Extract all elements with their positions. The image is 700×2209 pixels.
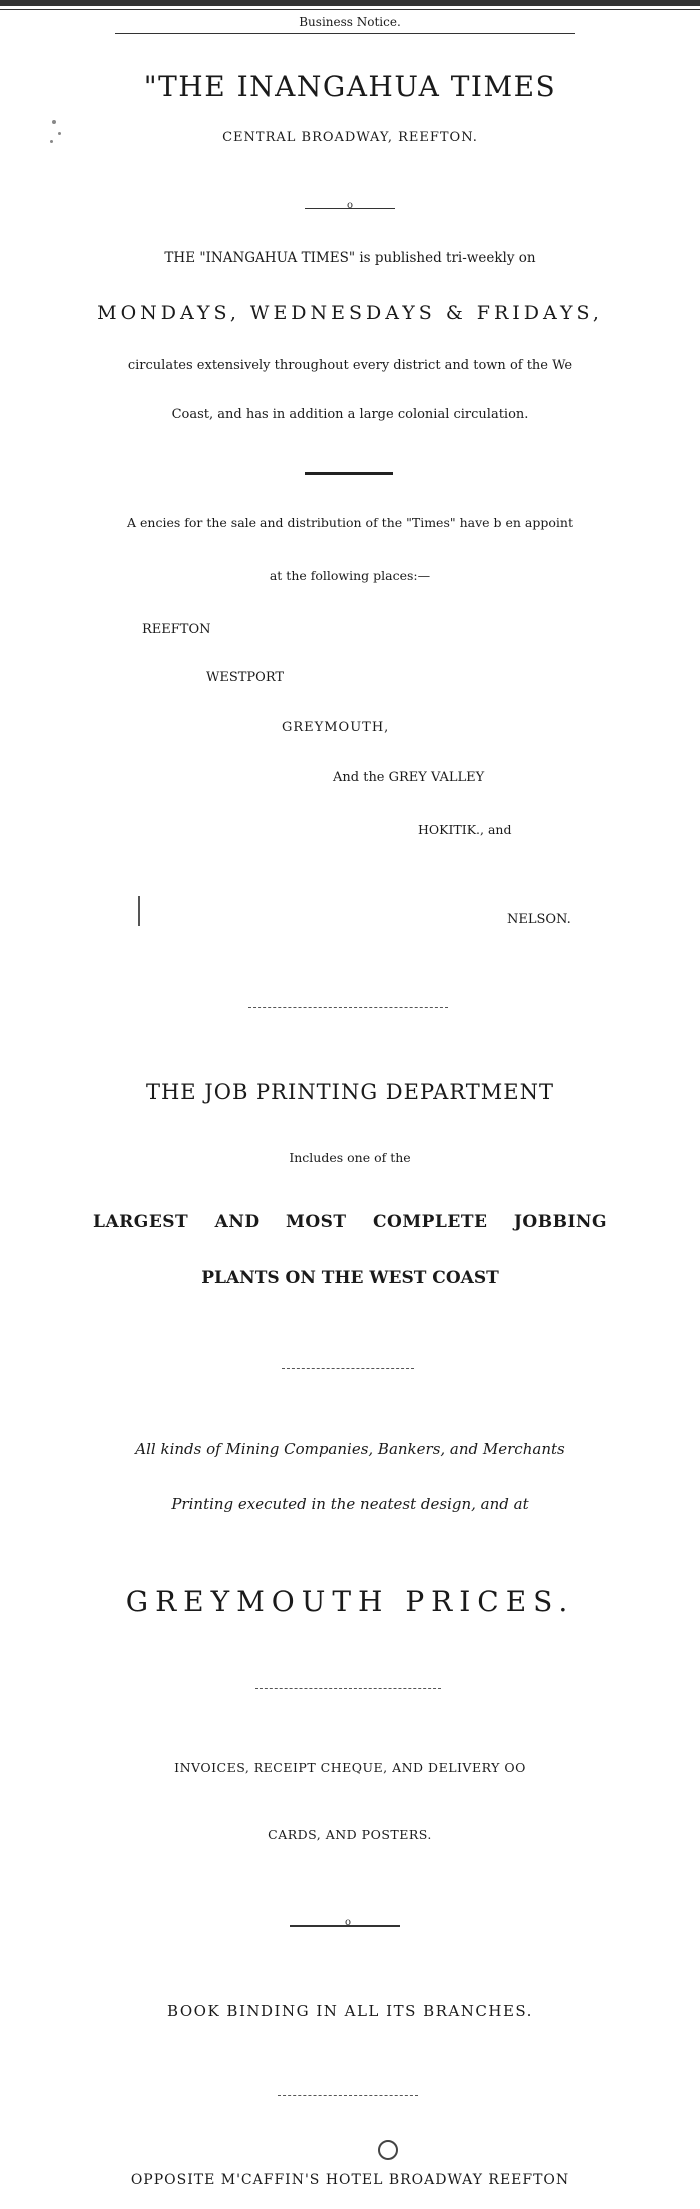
- thick-rule-1: [305, 472, 393, 475]
- kinds-line-2: Printing executed in the neatest design, and at: [171, 1495, 529, 1513]
- place-reefton: REEFTON: [142, 622, 211, 637]
- place-nelson: NELSON.: [507, 912, 571, 927]
- job-includes: Includes one of the: [289, 1150, 411, 1165]
- job-line-2: PLANTS ON THE WEST COAST: [201, 1268, 499, 1288]
- dotted-rule-1: [248, 1007, 448, 1008]
- place-westport: WESTPORT: [206, 670, 285, 685]
- seal-mark: [378, 2140, 398, 2160]
- job-line-1: LARGEST AND MOST COMPLETE JOBBING: [93, 1212, 607, 1232]
- greymouth-prices: GREYMOUTH PRICES.: [125, 1585, 575, 1618]
- place-hokitika: HOKITIK., and: [418, 822, 512, 837]
- ornament-1: o: [346, 200, 354, 211]
- intro-line-3: circulates extensively throughout every district and town of the We: [127, 358, 573, 373]
- dotted-rule-3: [255, 1688, 441, 1689]
- agencies-line-2: at the following places:—: [269, 568, 431, 583]
- book-binding: BOOK BINDING IN ALL ITS BRANCHES.: [167, 2002, 533, 2020]
- margin-speck: [58, 132, 61, 135]
- job-heading: THE JOB PRINTING DEPARTMENT: [145, 1080, 554, 1104]
- invoices-line-2: CARDS, AND POSTERS.: [268, 1827, 432, 1842]
- intro-line-1: THE "INANGAHUA TIMES" is published tri-weekly on: [164, 250, 536, 266]
- dotted-rule-2: [282, 1368, 414, 1369]
- footer-address: OPPOSITE M'CAFFIN'S HOTEL BROADWAY REEFTON: [130, 2172, 570, 2188]
- place-greymouth: GREYMOUTH,: [282, 720, 390, 735]
- ornament-2: o: [344, 1917, 352, 1928]
- agencies-line-1: A encies for the sale and distribution of the "Times" have b en appoint: [127, 515, 573, 530]
- invoices-line-1: INVOICES, RECEIPT CHEQUE, AND DELIVERY OO: [174, 1760, 526, 1775]
- left-margin-mark: [138, 896, 140, 926]
- place-grey-valley: And the GREY VALLEY: [333, 770, 485, 785]
- intro-line-4: Coast, and has in addition a large colonial circulation.: [171, 407, 529, 422]
- kinds-line-1: All kinds of Mining Companies, Bankers, and Merchants: [135, 1440, 565, 1458]
- dotted-rule-4: [278, 2095, 418, 2096]
- intro-days: MONDAYS, WEDNESDAYS & FRIDAYS,: [97, 302, 603, 324]
- business-notice-label: Business Notice.: [299, 15, 401, 29]
- masthead-address: CENTRAL BROADWAY, REEFTON.: [222, 130, 478, 145]
- margin-speck: [52, 120, 56, 124]
- header-rule: [115, 33, 575, 34]
- top-border-thin: [0, 9, 700, 10]
- margin-speck: [50, 140, 53, 143]
- masthead-title: "THE INANGAHUA TIMES: [143, 70, 557, 103]
- top-border: [0, 0, 700, 6]
